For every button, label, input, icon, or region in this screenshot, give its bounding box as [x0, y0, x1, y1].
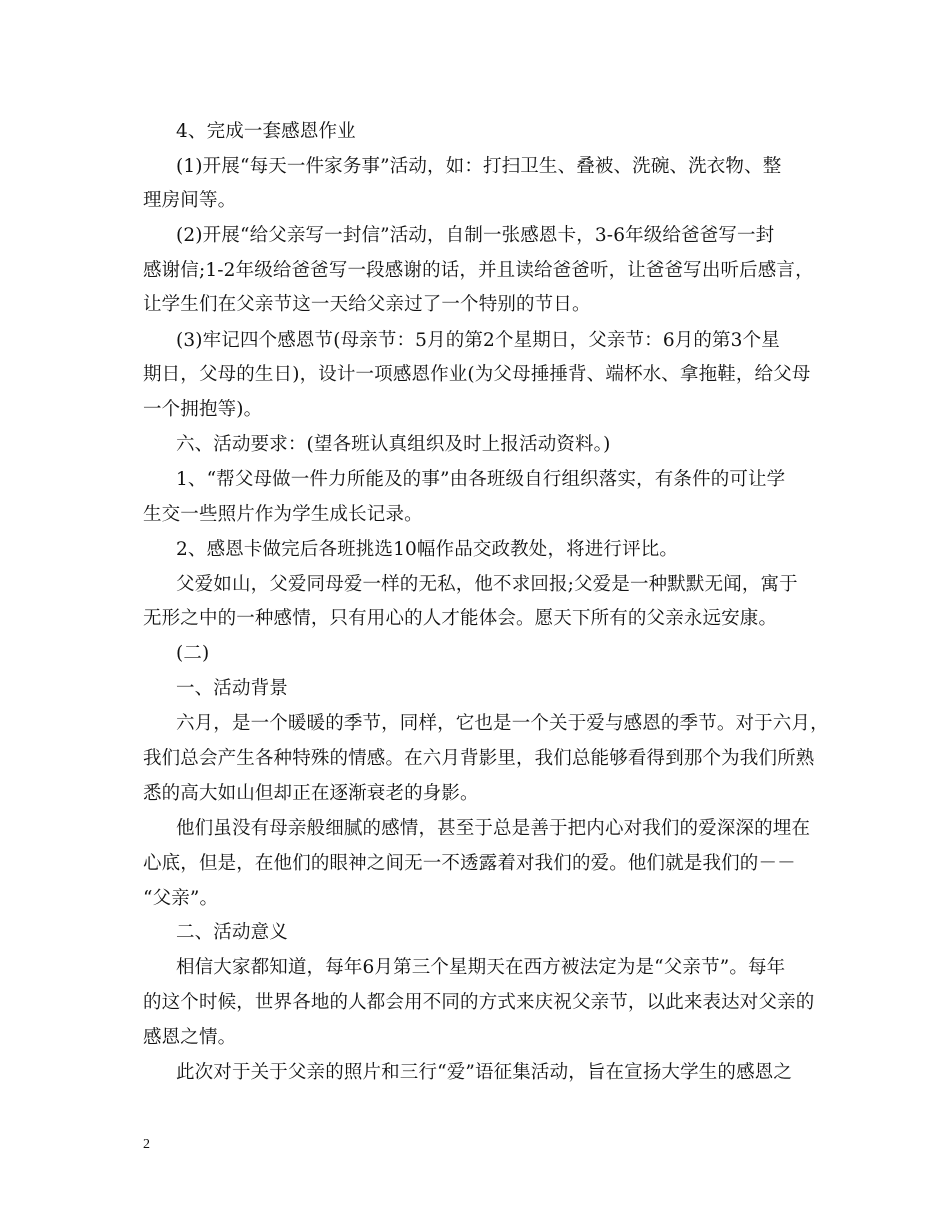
text-line: 父爱如山，父爱同母爱一样的无私，他不求回报;父爱是一种默默无闻，寓于 [176, 574, 798, 595]
section-heading: 一、活动背景 [176, 678, 288, 699]
text-line: 的这个时候，世界各地的人都会用不同的方式来庆祝父亲节，以此来表达对父亲的 [143, 992, 815, 1013]
text-line: 感恩之情。 [143, 1027, 237, 1048]
text-line: 我们总会产生各种特殊的情感。在六月背影里，我们总能够看得到那个为我们所熟 [143, 748, 815, 769]
text-line: 2、感恩卡做完后各班挑选10幅作品交政教处，将进行评比。 [176, 539, 679, 560]
text-line: 生交一些照片作为学生成长记录。 [143, 504, 423, 525]
text-line: 悉的高大如山但却正在逐渐衰老的身影。 [143, 783, 479, 804]
text-line: 1、“帮父母做一件力所能及的事”由各班级自行组织落实，有条件的可让学 [176, 469, 786, 490]
text-line: 相信大家都知道，每年6月第三个星期天在西方被法定为是“父亲节”。每年 [176, 957, 786, 978]
text-line: 此次对于关于父亲的照片和三行“爱”语征集活动，旨在宣扬大学生的感恩之 [176, 1062, 793, 1083]
section-heading: 六、活动要求：(望各班认真组织及时上报活动资料。) [176, 434, 611, 455]
text-line: 心底，但是，在他们的眼神之间无一不透露着对我们的爱。他们就是我们的－－ [143, 853, 796, 874]
section-heading: (二) [176, 643, 210, 664]
text-line: 让学生们在父亲节这一天给父亲过了一个特别的节日。 [143, 294, 591, 315]
section-heading: 二、活动意义 [176, 922, 288, 943]
text-line: 感谢信;1-2年级给爸爸写一段感谢的话，并且读给爸爸听，让爸爸写出听后感言， [143, 260, 814, 281]
text-line: 4、完成一套感恩作业 [176, 121, 356, 142]
text-line: (1)开展“每天一件家务事”活动，如：打扫卫生、叠被、洗碗、洗衣物、整 [176, 156, 782, 177]
text-line: 无形之中的一种感情，只有用心的人才能体会。愿天下所有的父亲永远安康。 [143, 608, 778, 629]
page-number: 2 [143, 1137, 150, 1152]
text-line: (2)开展“给父亲写一封信”活动，自制一张感恩卡，3-6年级给爸爸写一封 [176, 225, 775, 246]
text-line: 六月，是一个暖暖的季节，同样，它也是一个关于爱与感恩的季节。对于六月， [176, 713, 829, 734]
text-line: 他们虽没有母亲般细腻的感情，甚至于总是善于把内心对我们的爱深深的埋在 [176, 818, 811, 839]
text-line: “父亲”。 [143, 888, 219, 909]
text-line: (3)牢记四个感恩节(母亲节：5月的第2个星期日，父亲节：6月的第3个星 [176, 330, 780, 351]
text-line: 一个拥抱等)。 [143, 399, 263, 420]
text-line: 理房间等。 [143, 190, 237, 211]
text-line: 期日，父母的生日)，设计一项感恩作业(为父母捶捶背、端杯水、拿拖鞋，给父母 [143, 364, 811, 385]
